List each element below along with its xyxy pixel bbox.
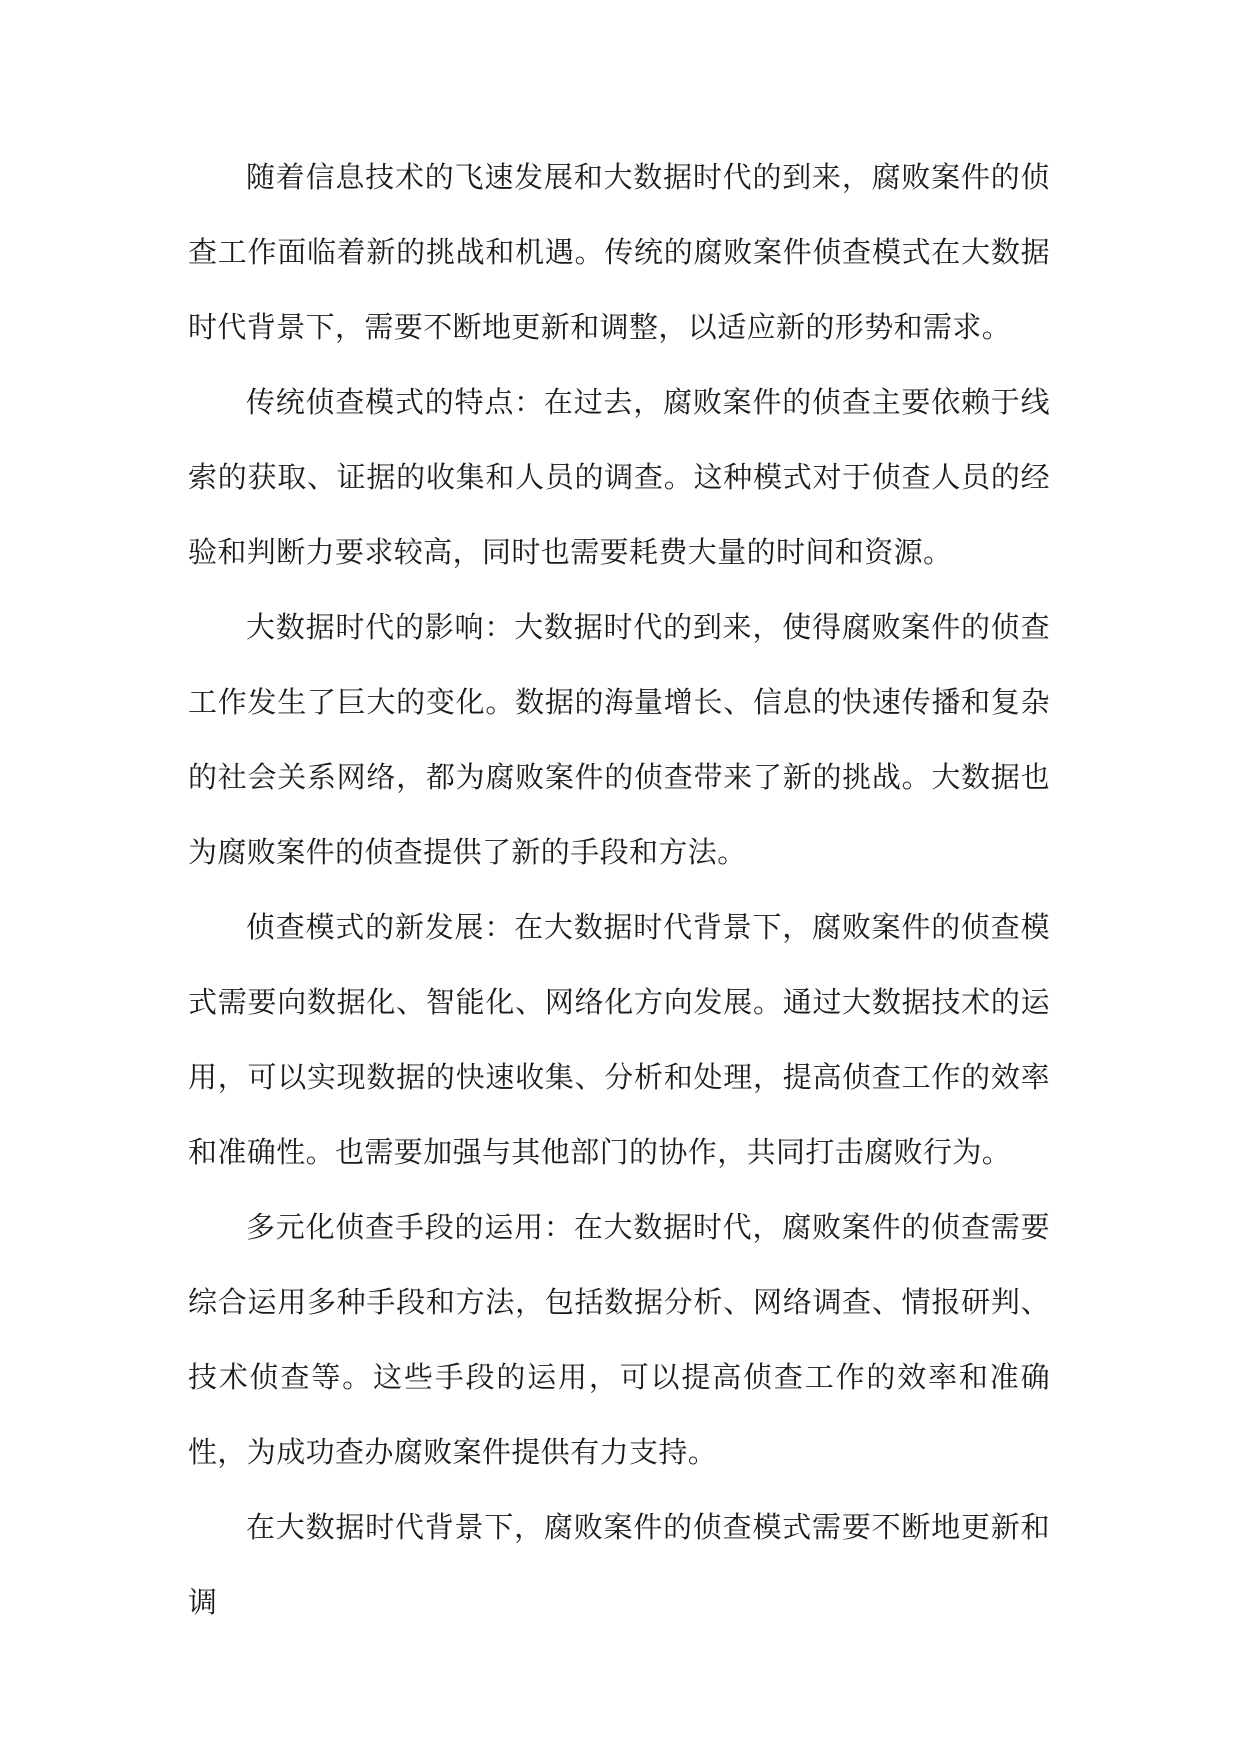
document-body — [188, 140, 1050, 1640]
paragraph-5: 多元化侦查手段的运用：在大数据时代，腐败案件的侦查需要综合运用多种手段和方法，包括数据分析、网络调查、情报研判、技术侦查等。这些手段的运用，可以提高侦查工作的效率和准确性，为成功查办腐败案件提供有力支持。 — [188, 1210, 1050, 1469]
paragraph-3: 大数据时代的影响：大数据时代的到来，使得腐败案件的侦查工作发生了巨大的变化。数据的海量增长、信息的快速传播和复杂的社会关系网络，都为腐败案件的侦查带来了新的挑战。大数据也为腐败案件的侦查提供了新的手段和方法。 — [188, 610, 1050, 869]
paragraph-1: 随着信息技术的飞速发展和大数据时代的到来，腐败案件的侦查工作面临着新的挑战和机遇。传统的腐败案件侦查模式在大数据时代背景下，需要不断地更新和调整，以适应新的形势和需求。 — [188, 160, 1050, 344]
paragraph-6: 在大数据时代背景下，腐败案件的侦查模式需要不断地更新和调 — [188, 1510, 1050, 1619]
paragraph-2: 传统侦查模式的特点：在过去，腐败案件的侦查主要依赖于线索的获取、证据的收集和人员的调查。这种模式对于侦查人员的经验和判断力要求较高，同时也需要耗费大量的时间和资源。 — [188, 385, 1050, 569]
paragraph-4: 侦查模式的新发展：在大数据时代背景下，腐败案件的侦查模式需要向数据化、智能化、网络化方向发展。通过大数据技术的运用，可以实现数据的快速收集、分析和处理，提高侦查工作的效率和准确性。也需要加强与其他部门的协作，共同打击腐败行为。 — [188, 910, 1050, 1169]
